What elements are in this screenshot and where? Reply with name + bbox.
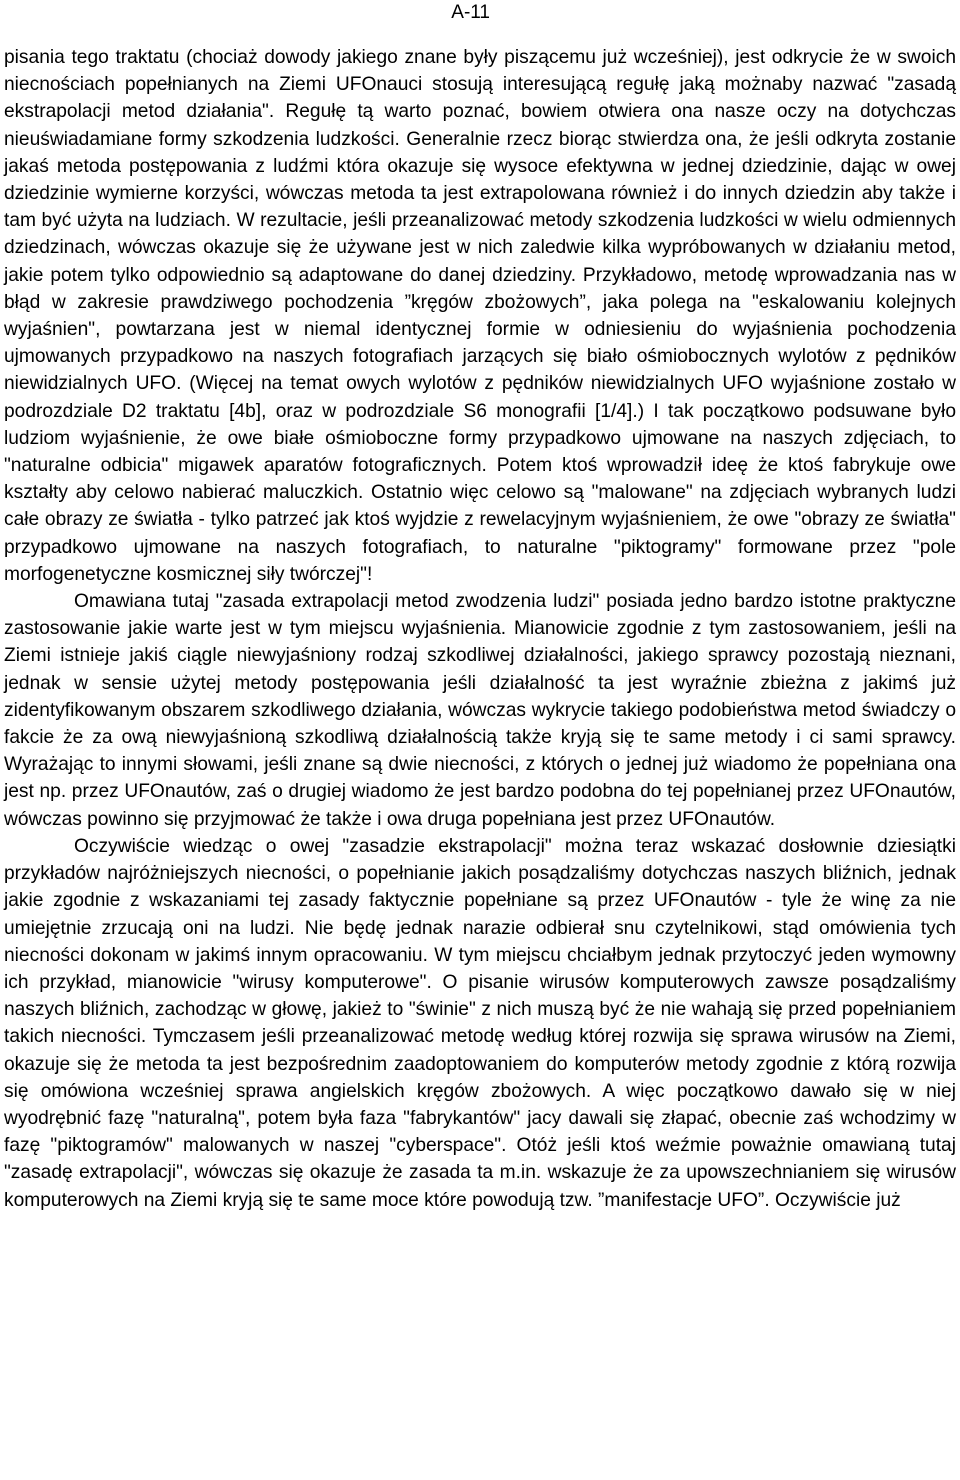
paragraph-1: pisania tego traktatu (chociaż dowody jakiego znane były piszącemu już wcześniej), jest odkrycie że w swoich niecnościach popełnianych na Ziemi UFOnauci stosują interesującą regułę jaką możnaby nazwać "zasadą ekstrapolacji metod działania". Regułę tą warto poznać, bowiem otwiera ona nasze oczy na dotychczas nieuświadamiane formy szkodzenia ludzkości. Generalnie rzecz biorąc stwierdza ona, że jeśli odkryta zostanie jakaś metoda postępowania z ludźmi która okazuje się wysoce efektywna w jednej dziedzinie, dając w owej dziedzinie wymierne korzyści, wówczas metoda ta jest extrapolowana również i do innych dziedzin aby także i tam być użyta na ludziach. W rezultacie, jeśli przeanalizować metody szkodzenia ludzkości w wielu odmiennych dziedzinach, wówczas okazuje się że używane jest w nich zaledwie kilka wypróbowanych w działaniu metod, jakie potem tylko odpowiednio są adaptowane do danej dziedziny. Przykładowo, metodę wprowadzania nas w błąd w zakresie prawdziwego pochodzenia ”kręgów zbożowych”, jaka polega na "eskalowaniu kolejnych wyjaśnien", powtarzana jest w niemal identycznej formie w odniesieniu do wyjaśnienia pochodzenia ujmowanych przypadkowo na naszych fotografiach jarzących się biało ośmiobocznych wylotów z pędników niewidzialnych UFO. (Więcej na temat owych wylotów z pędników niewidzialnych UFO wyjaśnione zostało w podrozdziale D2 traktatu [4b], oraz w podrozdziale S6 monografii [1/4].) I tak początkowo podsuwane było ludziom wyjaśnienie, że owe białe ośmioboczne formy przypadkowo ujmowane na naszych zdjęciach, to "naturalne odbicia" migawek aparatów fotograficznych. Potem ktoś wprowadził ideę że ktoś fabrykuje owe kształty aby celowo nabierać maluczkich. Ostatnio więc celowo są "malowane" na zdjęciach wybranych ludzi całe obrazy ze światła - tylko patrzeć jak ktoś wyjdzie z rewelacyjnym wyjaśnieniem, że owe "obrazy ze światła" przypadkowo ujmowane na naszych fotografiach, to naturalne "piktogramy" formowane przez "pole morfogenetyczne kosmicznej siły twórczej"! (4, 47, 956, 585)
paragraph-3: Oczywiście wiedząc o owej "zasadzie ekstrapolacji" można teraz wskazać dosłownie dziesiątki przykładów najróżniejszych niecności, o popełnianie jakich posądzaliśmy dotychczas naszych bliźnich, jednak jakie zgodnie z wskazaniami tej zasady faktycznie popełniane są przez UFOnautów - tyle że winę za nie umiejętnie zrzucają oni na ludzi. Nie będę jednak narazie odbierał snu czytelnikowi, stąd omówienia tych niecności dokonam w jakimś innym opracowaniu. W tym miejscu chciałbym jednak przytoczyć jeden wymowny ich przykład, mianowicie "wirusy komputerowe". O pisanie wirusów komputerowych zawsze posądzaliśmy naszych bliźnich, zachodząc w głowę, jakież to "świnie" z nich muszą być że nie wahają się przed popełnianiem takich niecności. Tymczasem jeśli przeanalizować metodę według której rozwija się sprawa wirusów na Ziemi, okazuje się że metoda ta jest bezpośrednim zaadoptowaniem do komputerów metody zgodnie z którą rozwija się omówiona wcześniej sprawa angielskich kręgów zbożowych. A więc początkowo dawało się w niej wyodrębnić fazę "naturalną", potem była faza "fabrykantów" jacy dawali się złapać, obecnie zaś wchodzimy w fazę "piktogramów" malowanych w naszej "cyberspace". Otóż jeśli ktoś weźmie poważnie omawianą tutaj "zasadę extrapolacji", wówczas się okazuje że zasada ta m.in. wskazuje że za upowszechnianiem się wirusów komputerowych na Ziemi kryją się te same moce które powodują tzw. ”manifestacje UFO”. Oczywiście już (4, 835, 956, 1211)
document-body (4, 44, 956, 1214)
page-number: A-11 (451, 2, 490, 23)
paragraph-2: Omawiana tutaj "zasada extrapolacji metod zwodzenia ludzi" posiada jedno bardzo istotne praktyczne zastosowanie jakie warte jest w tym miejscu wyjaśnienia. Mianowicie zgodnie z tym zastosowaniem, jeśli na Ziemi istnieje jakiś ciągle niewyjaśniony rodzaj szkodliwej działalności, jakiego sprawcy pozostają nieznani, jednak w sensie użytej metody postępowania jeśli działalność ta jest wyraźnie zbieżna z jakimś już zidentyfikowanym obszarem szkodliwego działania, wówczas wykrycie takiego podobieństwa metod świadczy o fakcie że za ową niewyjaśnioną szkodliwą działalnością także kryją się te same metody i ci sami sprawcy. Wyrażając to innymi słowami, jeśli znane są dwie niecności, z których o jednej już wiadomo że popełniana ona jest np. przez UFOnautów, zaś o drugiej wiadomo że jest bardzo podobna do tej popełnianej przez UFOnautów, wówczas powinno się przyjmować że także i owa druga popełniana jest przez UFOnautów. (4, 591, 956, 830)
